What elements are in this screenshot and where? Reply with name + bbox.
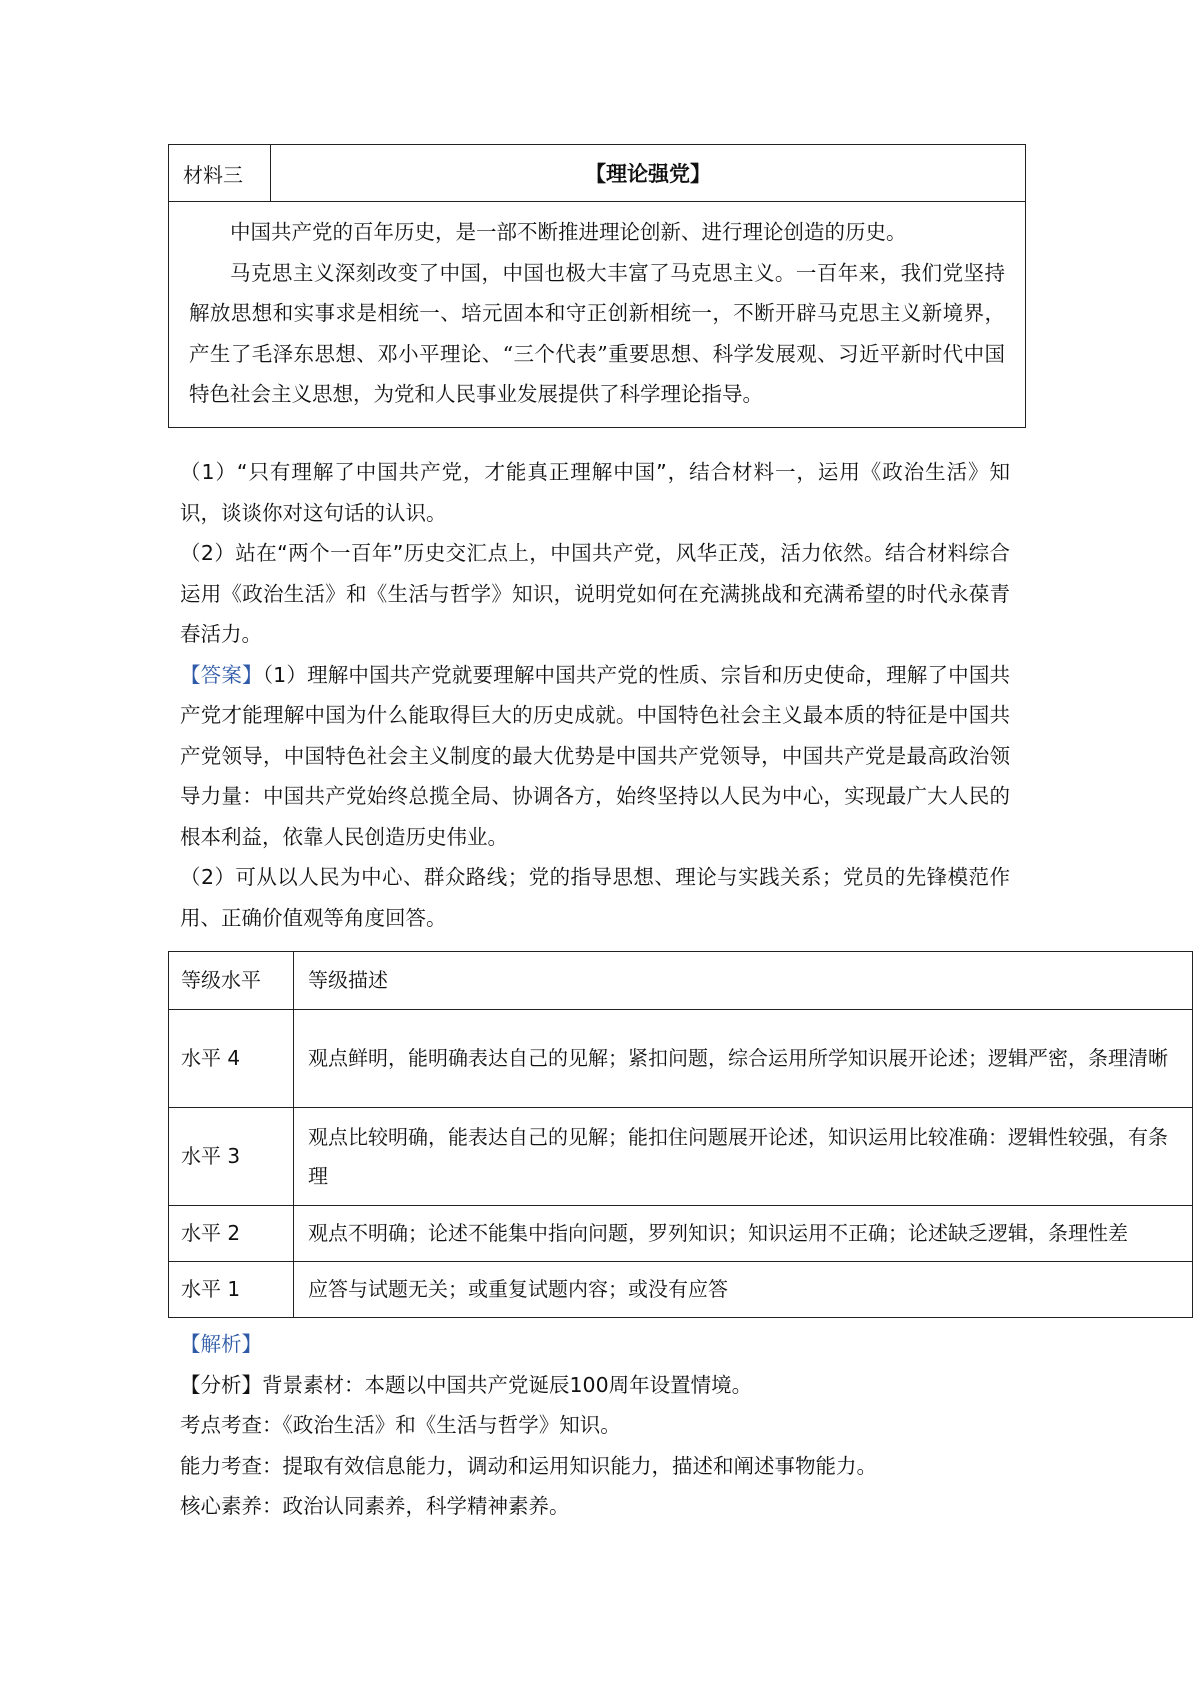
grading-level: 水平 1 [169,1262,294,1318]
grading-row [169,1206,1193,1262]
material-title: 【理论强党】 [585,161,711,186]
answer-part-1 [180,655,1010,858]
grading-table [168,951,1193,1318]
material-header-row [169,145,1025,202]
analysis-line: 【分析】背景素材：本题以中国共产党诞辰100周年设置情境。 [180,1372,753,1397]
material-label: 材料三 [169,145,271,201]
material-paragraph: 马克思主义深刻改变了中国，中国也极大丰富了马克思主义。一百年来，我们党坚持解放思想和实事求是相统一、培元固本和守正创新相统一，不断开辟马克思主义新境界，产生了毛泽东思想、邓小平理论、“三个代表”重要思想、科学发展观、习近平新时代中国特色社会主义思想，为党和人民事业发展提供了科学理论指导。 [189,260,1005,406]
answer-tag: 【答案】 [180,662,263,687]
grading-level: 水平 4 [169,1010,294,1108]
material-paragraph: 中国共产党的百年历史，是一部不断推进理论创新、进行理论创造的历史。 [230,220,907,244]
grading-level: 水平 2 [169,1206,294,1262]
analysis-line: 能力考查：提取有效信息能力，调动和运用知识能力，描述和阐述事物能力。 [180,1453,877,1478]
grading-header-level: 等级水平 [169,952,294,1010]
grading-row [169,1108,1193,1206]
grading-desc: 应答与试题无关；或重复试题内容；或没有应答 [294,1262,1193,1318]
question-1: （1）“只有理解了中国共产党，才能真正理解中国”，结合材料一，运用《政治生活》知识，谈谈你对这句话的认识。 [180,460,1010,525]
analysis-tag: 【解析】 [180,1332,262,1356]
grading-desc: 观点比较明确，能表达自己的见解；能扣住问题展开论述，知识运用比较准确：逻辑性较强，有条理 [294,1108,1193,1206]
analysis-block [180,1324,1080,1527]
material-table [168,144,1026,428]
analysis-line: 核心素养：政治认同素养，科学精神素养。 [180,1494,570,1518]
grading-row [169,1262,1193,1318]
grading-header-row [169,952,1193,1010]
question-answer-block [180,452,1010,938]
answer-part-1-text: （1）理解中国共产党就要理解中国共产党的性质、宗旨和历史使命，理解了中国共产党才能理解中国为什么能取得巨大的历史成就。中国特色社会主义最本质的特征是中国共产党领导，中国特色社会主义制度的最大优势是中国共产党领导，中国共产党是最高政治领导力量：中国共产党始终总揽全局、协调各方，始终坚持以人民为中心，实现最广大人民的根本利益，依靠人民创造历史伟业。 [180,662,1011,849]
question-2: （2）站在“两个一百年”历史交汇点上，中国共产党，风华正茂，活力依然。结合材料综合运用《政治生活》和《生活与哲学》知识，说明党如何在充满挑战和充满希望的时代永葆青春活力。 [180,541,1010,646]
grading-level: 水平 3 [169,1108,294,1206]
answer-part-2: （2）可从以人民为中心、群众路线；党的指导思想、理论与实践关系；党员的先锋模范作用、正确价值观等角度回答。 [180,865,1010,930]
material-body [169,202,1025,427]
grading-desc: 观点鲜明，能明确表达自己的见解；紧扣问题，综合运用所学知识展开论述；逻辑严密，条理清晰 [294,1010,1193,1108]
analysis-line: 考点考查：《政治生活》和《生活与哲学》知识。 [180,1413,621,1437]
grading-row [169,1010,1193,1108]
grading-header-desc: 等级描述 [294,952,1193,1010]
grading-desc: 观点不明确；论述不能集中指向问题，罗列知识；知识运用不正确；论述缺乏逻辑，条理性差 [294,1206,1193,1262]
